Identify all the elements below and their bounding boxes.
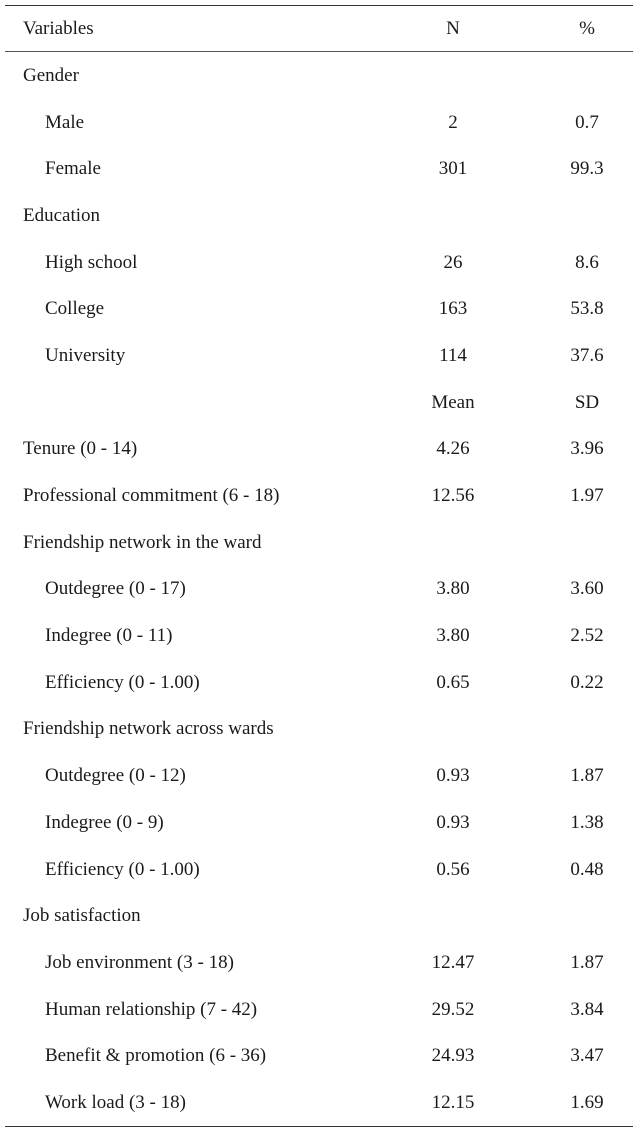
row-label: Work load (3 - 18) [45, 1091, 186, 1113]
row-n: 2 [448, 111, 458, 133]
header-variables: Variables [23, 18, 94, 39]
row-label: Job environment (3 - 18) [45, 951, 234, 973]
row-sd: 0.48 [570, 858, 604, 880]
row-label: Tenure (0 - 14) [23, 438, 138, 460]
row-mean: 3.80 [436, 578, 470, 600]
row-pct [523, 52, 638, 99]
table-row-job-environment [5, 939, 638, 986]
row-sd [523, 892, 638, 939]
row-sd: 1.38 [570, 811, 604, 833]
table-row-work-load [5, 1079, 638, 1126]
row-label: Professional commitment (6 - 18) [23, 485, 280, 507]
row-sd: 3.47 [570, 1045, 604, 1067]
row-pct: 8.6 [575, 251, 599, 273]
row-label: Female [45, 158, 101, 180]
row-n: 26 [443, 251, 463, 273]
row-mean [383, 892, 523, 939]
subheader-mean: Mean [431, 391, 475, 413]
row-pct: 99.3 [570, 158, 604, 180]
row-mean: 12.47 [431, 951, 475, 973]
header-percent: % [579, 18, 595, 39]
row-label: Outdegree (0 - 12) [45, 765, 186, 787]
table-row-job-satisfaction [5, 892, 638, 939]
row-label: Benefit & promotion (6 - 36) [45, 1045, 267, 1067]
row-label: Job satisfaction [23, 905, 141, 927]
row-n: 114 [439, 344, 467, 366]
row-pct: 37.6 [570, 344, 604, 366]
header-n: N [446, 18, 460, 39]
row-sd: 3.60 [570, 578, 604, 600]
row-pct [523, 192, 638, 239]
table-row-professional-commitment [5, 472, 638, 519]
table-row-male [5, 99, 638, 146]
row-sd: 1.87 [570, 951, 604, 973]
row-label: Gender [23, 64, 79, 86]
table-row-friendship-across-wards [5, 706, 638, 753]
table-row-human-relationship [5, 986, 638, 1033]
row-mean: 4.26 [436, 438, 470, 460]
descriptive-statistics-table [5, 5, 633, 1127]
row-mean: 0.93 [436, 765, 470, 787]
table-row-efficiency-ward [5, 659, 638, 706]
row-label: Indegree (0 - 11) [45, 625, 173, 647]
table-body [5, 52, 638, 1126]
row-label [5, 379, 383, 426]
row-label: University [45, 344, 126, 366]
row-mean: 12.15 [431, 1091, 475, 1113]
row-n: 163 [438, 298, 468, 320]
row-sd: 3.96 [570, 438, 604, 460]
row-sd: 1.97 [570, 485, 604, 507]
table-row-indegree-ward [5, 612, 638, 659]
row-mean: 0.93 [436, 811, 470, 833]
row-n [383, 52, 523, 99]
row-label: Indegree (0 - 9) [45, 811, 164, 833]
table-row-college [5, 285, 638, 332]
header-row [5, 6, 638, 51]
row-label: Friendship network in the ward [23, 531, 262, 553]
row-label: Male [45, 111, 85, 133]
row-label: College [45, 298, 105, 320]
row-mean [383, 519, 523, 566]
row-pct: 53.8 [570, 298, 604, 320]
row-mean: 3.80 [436, 625, 470, 647]
row-label: Efficiency (0 - 1.00) [45, 858, 200, 880]
table-row-high-school [5, 239, 638, 286]
table-row-education [5, 192, 638, 239]
table-row-outdegree-ward [5, 566, 638, 613]
table-row-outdegree-across [5, 752, 638, 799]
table-header [5, 6, 638, 51]
table-row-friendship-in-ward [5, 519, 638, 566]
table-row-tenure [5, 426, 638, 473]
table-row-efficiency-across [5, 846, 638, 893]
table-row-subheader-mean-sd [5, 379, 638, 426]
row-sd: 2.52 [570, 625, 604, 647]
row-label: Outdegree (0 - 17) [45, 578, 186, 600]
row-label: Friendship network across wards [23, 718, 274, 740]
row-sd: 1.69 [570, 1091, 604, 1113]
table-body-rows [5, 52, 638, 1126]
row-sd: 3.84 [570, 998, 604, 1020]
row-mean: 24.93 [431, 1045, 475, 1067]
table-row-female [5, 145, 638, 192]
row-label: Human relationship (7 - 42) [45, 998, 258, 1020]
row-n: 301 [438, 158, 468, 180]
table-row-indegree-across [5, 799, 638, 846]
table-row-benefit-promotion [5, 1032, 638, 1079]
row-label: High school [45, 251, 138, 273]
row-mean: 29.52 [431, 998, 475, 1020]
table-row-gender [5, 52, 638, 99]
row-n [383, 192, 523, 239]
row-sd [523, 706, 638, 753]
bottom-rule [5, 1126, 633, 1127]
subheader-sd: SD [574, 391, 600, 413]
row-mean: 12.56 [431, 485, 475, 507]
row-mean [383, 706, 523, 753]
table-row-university [5, 332, 638, 379]
row-sd [523, 519, 638, 566]
row-pct: 0.7 [575, 111, 599, 133]
row-label: Education [23, 204, 101, 226]
row-sd: 0.22 [570, 671, 604, 693]
row-label: Efficiency (0 - 1.00) [45, 671, 200, 693]
row-mean: 0.56 [436, 858, 470, 880]
row-sd: 1.87 [570, 765, 604, 787]
row-mean: 0.65 [436, 671, 470, 693]
